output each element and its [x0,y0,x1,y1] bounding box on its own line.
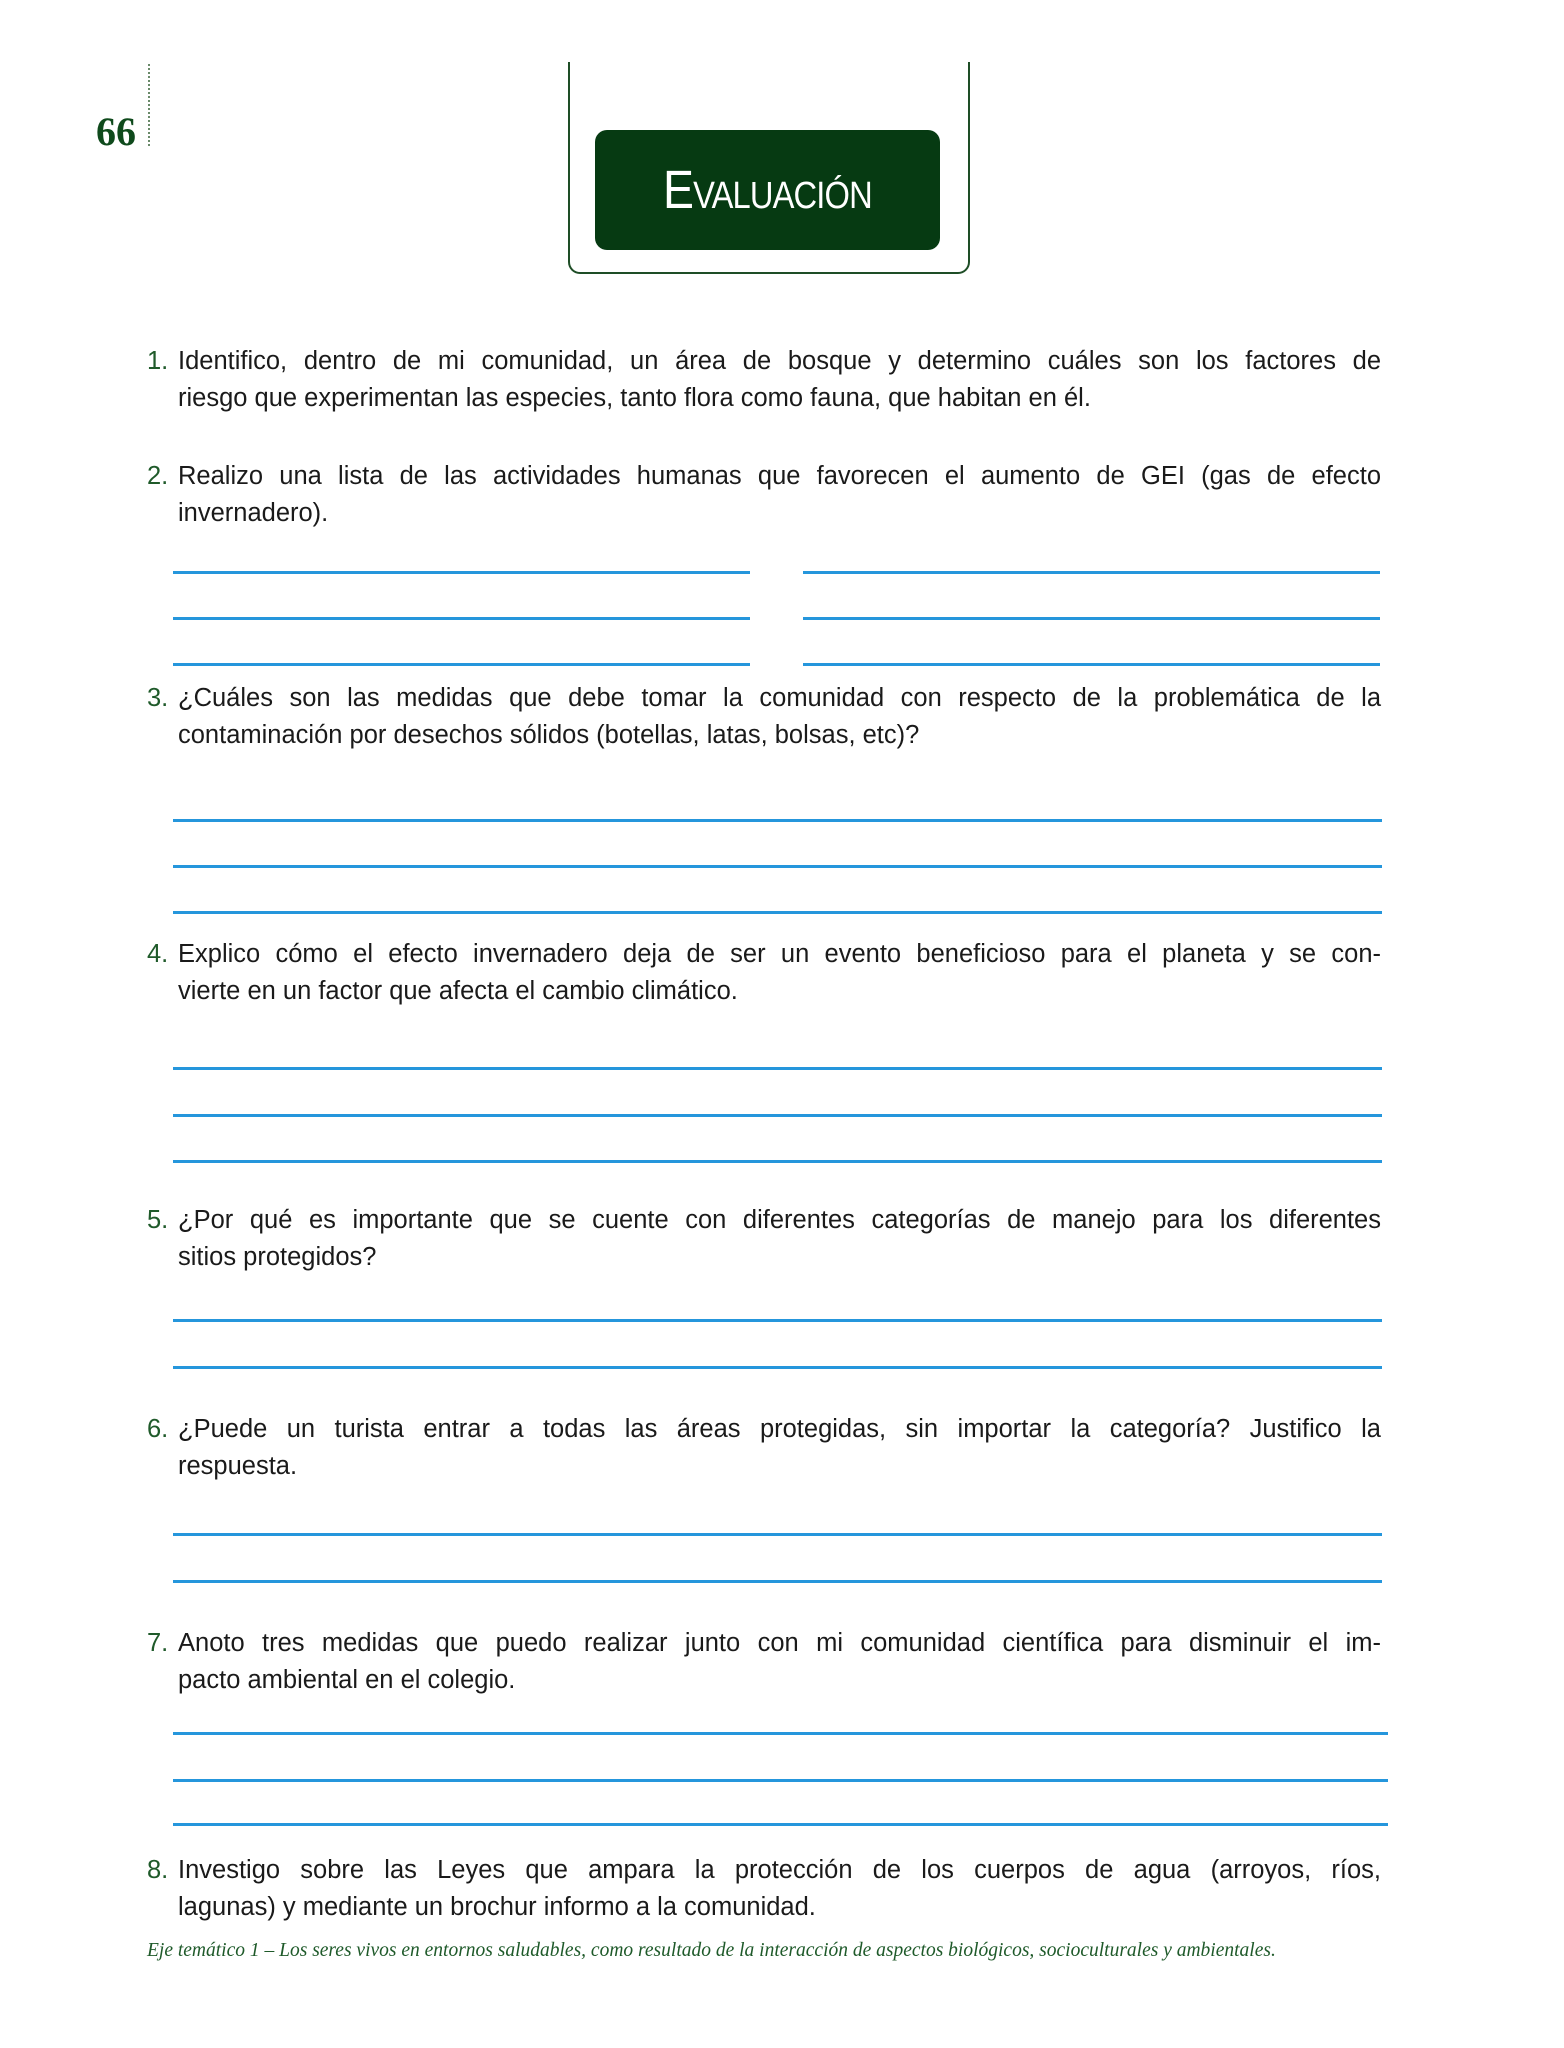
question-number: 1. [147,347,169,375]
question-number: 6. [147,1415,169,1443]
answer-line[interactable] [173,1319,1382,1322]
page-title: Evaluación [663,160,872,220]
footer-caption: Eje temático 1 – Los seres vivos en entornos saludables, como resultado de la interacción de aspectos biológicos, socioculturales y ambientales. [147,1940,1276,1961]
question-number: 3. [147,684,169,712]
dotted-divider [148,64,150,146]
question-text-line: Explico cómo el efecto invernadero deja de ser un evento beneficioso para el planeta y se con- [178,940,1381,968]
question-text-line: lagunas) y mediante un brochur informo a la comunidad. [178,1893,816,1921]
question-text-line: Realizo una lista de las actividades humanas que favorecen el aumento de GEI (gas de efecto [178,462,1381,490]
question-text-line: Investigo sobre las Leyes que ampara la protección de los cuerpos de agua (arroyos, ríos, [178,1856,1381,1884]
answer-line[interactable] [173,911,1382,914]
answer-line[interactable] [173,865,1382,868]
question-text-line: pacto ambiental en el colegio. [178,1666,516,1694]
answer-line[interactable] [173,1580,1382,1583]
question-text-line: invernadero). [178,499,329,527]
question-text-line: riesgo que experimentan las especies, tanto flora como fauna, que habitan en él. [178,384,1091,412]
answer-line[interactable] [803,571,1380,574]
answer-line[interactable] [173,617,750,620]
question-text-line: ¿Puede un turista entrar a todas las áreas protegidas, sin importar la categoría? Justifico la [178,1415,1381,1443]
answer-line[interactable] [173,1732,1388,1735]
question-number: 2. [147,462,169,490]
question-text-line: ¿Cuáles son las medidas que debe tomar la comunidad con respecto de la problemática de la [178,684,1381,712]
answer-line[interactable] [173,1067,1382,1070]
answer-line[interactable] [173,1823,1388,1826]
question-text-line: contaminación por desechos sólidos (botellas, latas, bolsas, etc)? [178,721,920,749]
answer-line[interactable] [803,663,1380,666]
question-text-line: Anoto tres medidas que puedo realizar junto con mi comunidad científica para disminuir el im- [178,1629,1381,1657]
answer-line[interactable] [173,663,750,666]
question-text-line: sitios protegidos? [178,1243,377,1271]
question-text-line: ¿Por qué es importante que se cuente con diferentes categorías de manejo para los diferentes [178,1206,1381,1234]
page-number: 66 [96,109,136,154]
answer-line[interactable] [173,1366,1382,1369]
question-text-line: respuesta. [178,1452,298,1480]
question-text-line: Identifico, dentro de mi comunidad, un área de bosque y determino cuáles son los factores de [178,347,1381,375]
answer-line[interactable] [173,1160,1382,1163]
answer-line[interactable] [173,819,1382,822]
question-number: 8. [147,1856,169,1884]
answer-line[interactable] [173,1779,1388,1782]
question-text-line: vierte en un factor que afecta el cambio climático. [178,977,738,1005]
answer-line[interactable] [803,617,1380,620]
question-number: 5. [147,1206,169,1234]
question-number: 7. [147,1629,169,1657]
question-number: 4. [147,940,169,968]
title-banner [595,130,940,250]
answer-line[interactable] [173,1114,1382,1117]
answer-line[interactable] [173,1533,1382,1536]
answer-line[interactable] [173,571,750,574]
